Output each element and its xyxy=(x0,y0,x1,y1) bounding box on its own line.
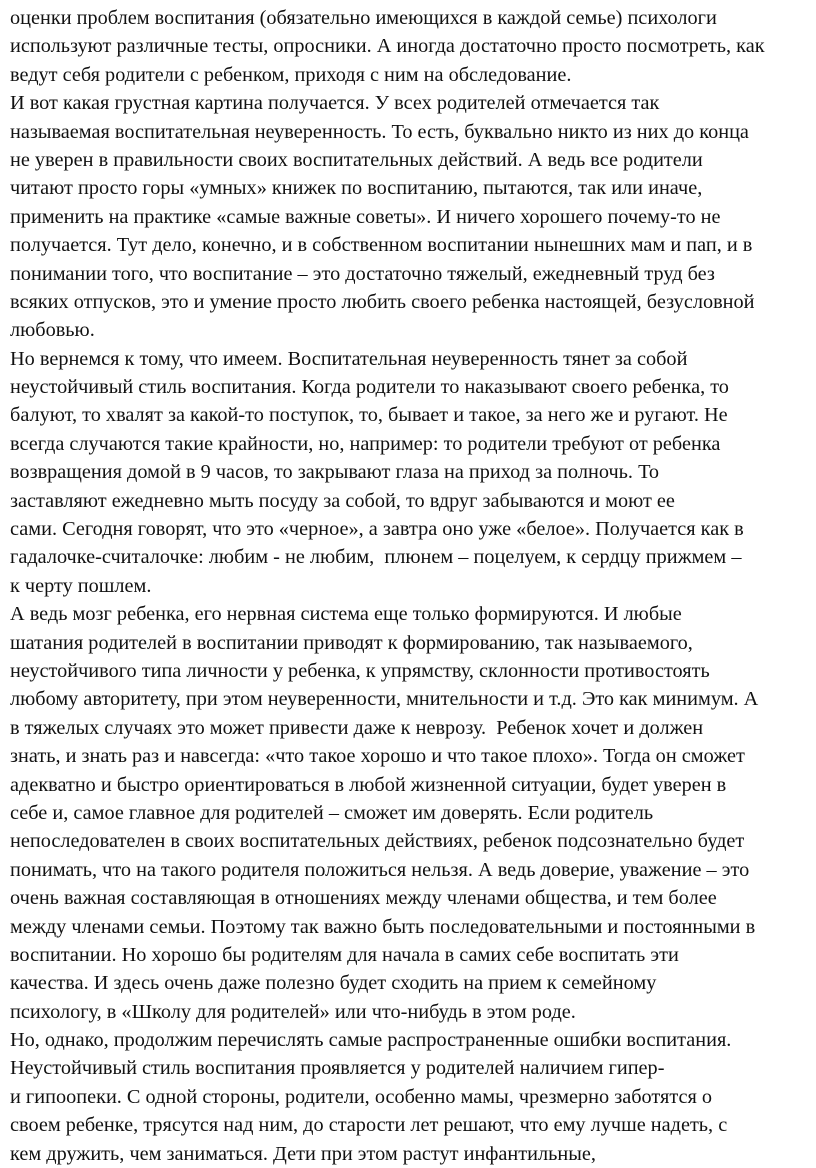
text-line: неустойчивый стиль воспитания. Когда родители то наказывают своего ребенка, то xyxy=(10,376,729,399)
text-line: психологу, в «Школу для родителей» или что-нибудь в этом роде. xyxy=(10,1000,576,1023)
text-line: называемая воспитательная неуверенность. То есть, буквально никто из них до конца xyxy=(10,120,749,143)
text-line: гадалочке-считалочке: любим - не любим, плюнем – поцелуем, к сердцу прижмем – xyxy=(10,546,742,569)
text-line: сами. Сегодня говорят, что это «черное», а завтра оно уже «белое». Получается как в xyxy=(10,518,744,541)
text-line: непоследователен в своих воспитательных действиях, ребенок подсознательно будет xyxy=(10,830,745,853)
text-line: любовью. xyxy=(10,319,95,342)
text-line: Но, однако, продолжим перечислять самые распространенные ошибки воспитания. xyxy=(10,1029,732,1052)
text-line: понимать, что на такого родителя положиться нельзя. А ведь доверие, уважение – это xyxy=(10,858,750,881)
text-line: в тяжелых случаях это может привести даже к неврозу. Ребенок хочет и должен xyxy=(10,716,704,739)
text-line: воспитании. Но хорошо бы родителям для начала в самих себе воспитать эти xyxy=(10,943,679,966)
text-line: читают просто горы «умных» книжек по воспитанию, пытаются, так или иначе, xyxy=(10,177,703,200)
text-line: понимании того, что воспитание – это достаточно тяжелый, ежедневный труд без xyxy=(10,262,715,285)
text-line: кем дружить, чем заниматься. Дети при этом растут инфантильные, xyxy=(10,1142,596,1165)
text-line: знать, и знать раз и навсегда: «что такое хорошо и что такое плохо». Тогда он сможет xyxy=(10,745,745,768)
text-line: к черту пошлем. xyxy=(10,574,152,597)
text-line: заставляют ежедневно мыть посуду за собой, то вдруг забываются и моют ее xyxy=(10,489,675,512)
text-line: качества. И здесь очень даже полезно будет сходить на прием к семейному xyxy=(10,972,657,995)
text-line: между членами семьи. Поэтому так важно быть последовательными и постоянными в xyxy=(10,915,756,938)
text-line: себе и, самое главное для родителей – сможет им доверять. Если родитель xyxy=(10,801,654,824)
text-line: И вот какая грустная картина получается. У всех родителей отмечается так xyxy=(10,92,660,115)
text-line: используют различные тесты, опросники. А иногда достаточно просто посмотреть, как xyxy=(10,35,765,58)
text-line: ведут себя родители с ребенком, приходя с ним на обследование. xyxy=(10,63,572,86)
text-line: своем ребенке, трясутся над ним, до старости лет решают, что ему лучше надеть, с xyxy=(10,1114,728,1137)
text-line: А ведь мозг ребенка, его нервная система еще только формируются. И любые xyxy=(10,603,682,626)
text-line: балуют, то хвалят за какой-то поступок, то, бывает и такое, за него же и ругают. Не xyxy=(10,404,728,427)
text-line: очень важная составляющая в отношениях между членами общества, и тем более xyxy=(10,887,717,910)
text-line: применить на практике «самые важные советы». И ничего хорошего почему-то не xyxy=(10,205,721,228)
text-line: и гипоопеки. С одной стороны, родители, особенно мамы, чрезмерно заботятся о xyxy=(10,1085,713,1108)
text-line: Но вернемся к тому, что имеем. Воспитательная неуверенность тянет за собой xyxy=(10,347,688,370)
text-line: шатания родителей в воспитании приводят к формированию, так называемого, xyxy=(10,631,693,654)
text-line: всегда случаются такие крайности, но, например: то родители требуют от ребенка xyxy=(10,432,721,455)
text-line: получается. Тут дело, конечно, и в собственном воспитании нынешних мам и пап, и в xyxy=(10,234,753,257)
text-line: любому авторитету, при этом неуверенности, мнительности и т.д. Это как минимум. А xyxy=(10,688,759,711)
text-line: всяких отпусков, это и умение просто любить своего ребенка настоящей, безусловной xyxy=(10,290,755,313)
text-line: Неустойчивый стиль воспитания проявляется у родителей наличием гипер- xyxy=(10,1057,665,1080)
text-line: неустойчивого типа личности у ребенка, к упрямству, склонности противостоять xyxy=(10,659,710,682)
text-line: оценки проблем воспитания (обязательно имеющихся в каждой семье) психологи xyxy=(10,7,717,29)
text-line: адекватно и быстро ориентироваться в любой жизненной ситуации, будет уверен в xyxy=(10,773,727,796)
text-line: возвращения домой в 9 часов, то закрывают глаза на приход за полночь. То xyxy=(10,461,660,484)
text-line: не уверен в правильности своих воспитательных действий. А ведь все родители xyxy=(10,148,703,171)
